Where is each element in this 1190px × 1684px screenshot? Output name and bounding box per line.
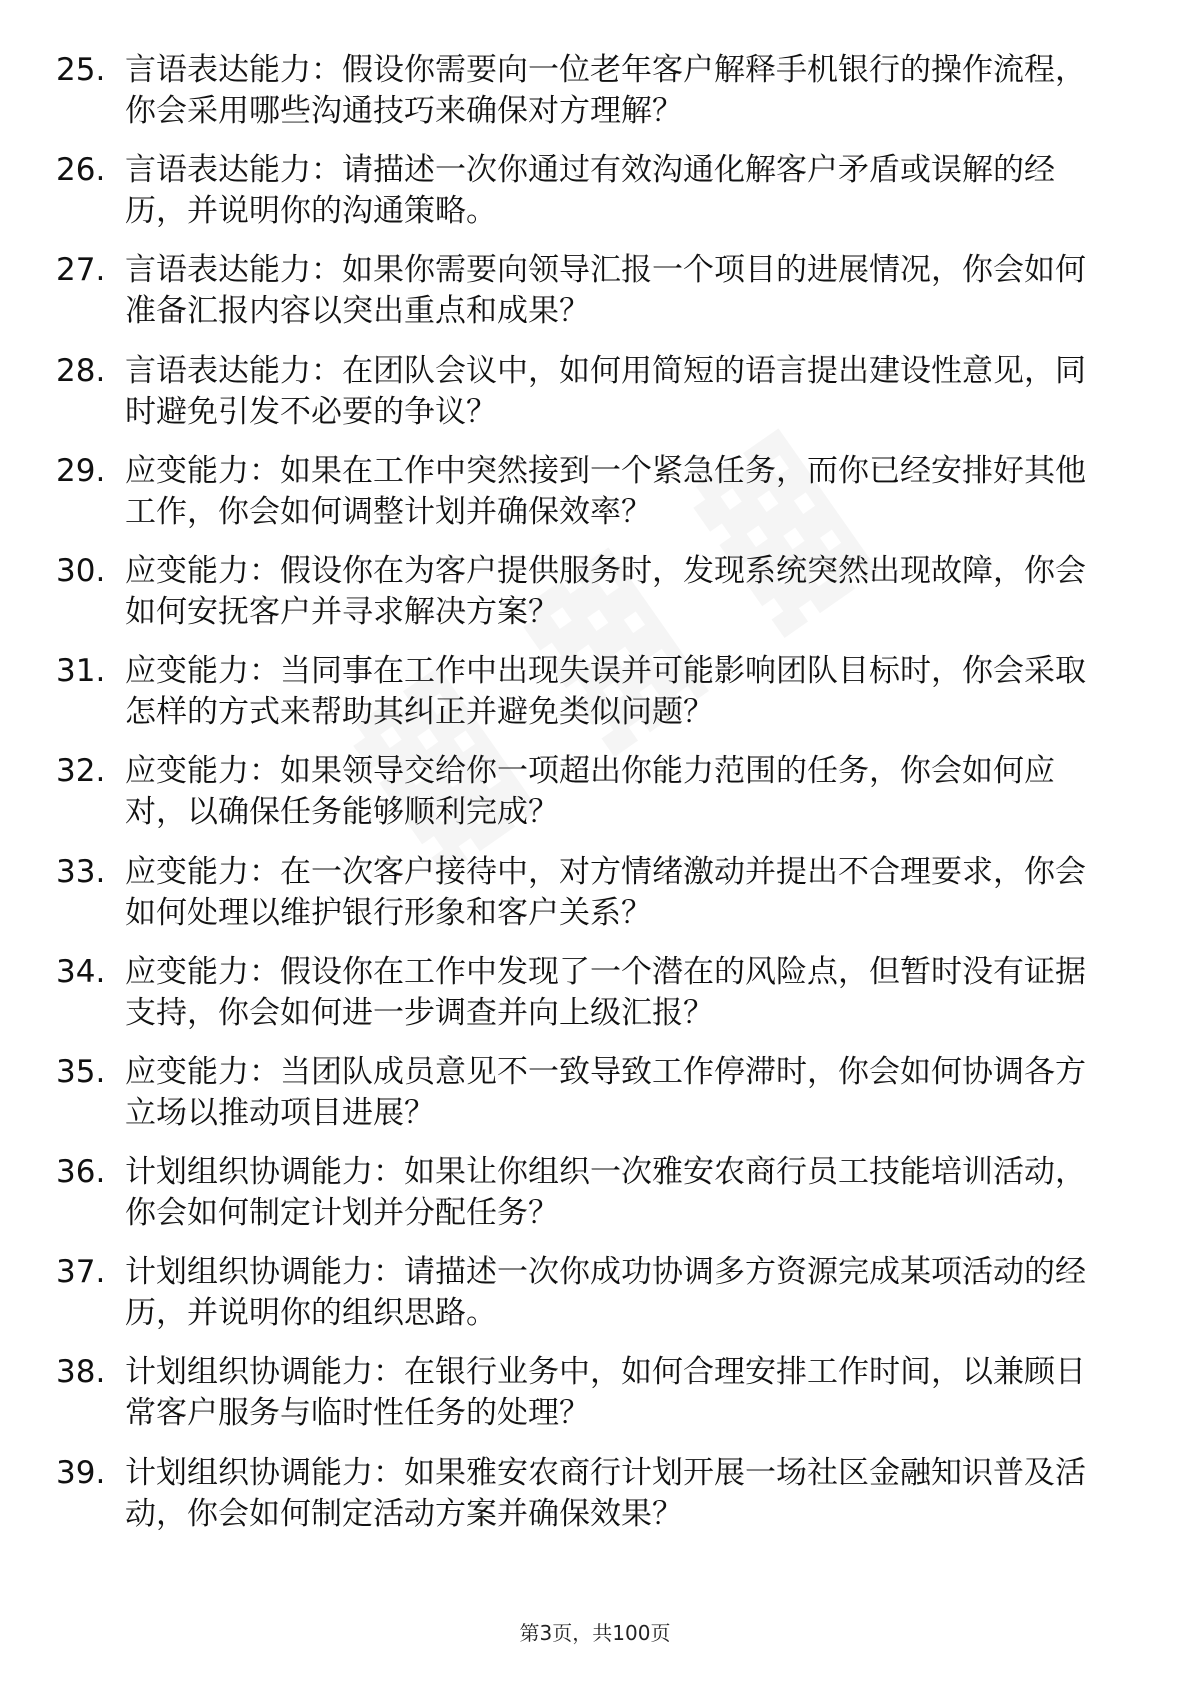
- question-item: [0, 250, 1190, 332]
- question-text: 应变能力：如果在工作中突然接到一个紧急任务，而你已经安排好其他工作，你会如何调整计划并确保效率？: [125, 452, 1086, 530]
- question-text: 言语表达能力：如果你需要向领导汇报一个项目的进展情况，你会如何准备汇报内容以突出重点和成果？: [125, 252, 1086, 330]
- question-number: 28.: [56, 352, 106, 389]
- question-text: 应变能力：在一次客户接待中，对方情绪激动并提出不合理要求，你会如何处理以维护银行形象和客户关系？: [125, 853, 1086, 931]
- question-item: [0, 351, 1190, 433]
- question-text: 言语表达能力：请描述一次你通过有效沟通化解客户矛盾或误解的经历，并说明你的沟通策略。: [125, 152, 1055, 230]
- question-text: 应变能力：假设你在为客户提供服务时，发现系统突然出现故障，你会如何安抚客户并寻求解决方案？: [125, 552, 1086, 630]
- question-text: 计划组织协调能力：在银行业务中，如何合理安排工作时间，以兼顾日常客户服务与临时性任务的处理？: [125, 1354, 1086, 1432]
- question-text: 计划组织协调能力：请描述一次你成功协调多方资源完成某项活动的经历，并说明你的组织思路。: [125, 1254, 1086, 1332]
- question-number: 38.: [56, 1354, 106, 1391]
- question-text: 应变能力：假设你在工作中发现了一个潜在的风险点，但暂时没有证据支持，你会如何进一步调查并向上级汇报？: [125, 953, 1086, 1031]
- question-item: [0, 1152, 1190, 1234]
- question-text: 应变能力：当团队成员意见不一致导致工作停滞时，你会如何协调各方立场以推动项目进展？: [125, 1053, 1086, 1131]
- question-text: 应变能力：当同事在工作中出现失误并可能影响团队目标时，你会采取怎样的方式来帮助其纠正并避免类似问题？: [125, 653, 1086, 731]
- question-item: [0, 651, 1190, 733]
- question-number: 29.: [56, 452, 106, 489]
- question-item: [0, 1352, 1190, 1434]
- question-number: 25.: [56, 52, 106, 88]
- question-number: 34.: [56, 953, 106, 990]
- question-text: 应变能力：如果领导交给你一项超出你能力范围的任务，你会如何应对，以确保任务能够顺利完成？: [125, 753, 1055, 831]
- question-number: 36.: [56, 1154, 106, 1191]
- question-item: [0, 1453, 1190, 1535]
- question-item: [0, 1052, 1190, 1134]
- question-item: [0, 451, 1190, 533]
- question-item: [0, 1252, 1190, 1334]
- question-item: [0, 50, 1190, 132]
- question-number: 27.: [56, 252, 106, 289]
- question-list: [0, 50, 1190, 1553]
- question-number: 30.: [56, 552, 106, 589]
- question-text: 计划组织协调能力：如果雅安农商行计划开展一场社区金融知识普及活动，你会如何制定活动方案并确保效果？: [125, 1454, 1086, 1532]
- question-text: 计划组织协调能力：如果让你组织一次雅安农商行员工技能培训活动，你会如何制定计划并分配任务？: [125, 1154, 1086, 1232]
- question-text: 言语表达能力：假设你需要向一位老年客户解释手机银行的操作流程，你会采用哪些沟通技巧来确保对方理解？: [125, 52, 1086, 129]
- question-number: 31.: [56, 653, 106, 690]
- question-item: [0, 551, 1190, 633]
- question-item: [0, 852, 1190, 934]
- page-number: 第3页，共100页: [519, 1621, 671, 1645]
- question-number: 39.: [56, 1454, 106, 1491]
- question-number: 26.: [56, 152, 106, 189]
- question-item: [0, 150, 1190, 232]
- question-item: [0, 751, 1190, 833]
- question-item: [0, 952, 1190, 1034]
- question-text: 言语表达能力：在团队会议中，如何用简短的语言提出建设性意见，同时避免引发不必要的争议？: [125, 352, 1086, 430]
- page-footer: [0, 1617, 1190, 1646]
- question-number: 33.: [56, 853, 106, 890]
- question-number: 37.: [56, 1254, 106, 1291]
- question-number: 32.: [56, 753, 106, 790]
- question-number: 35.: [56, 1053, 106, 1090]
